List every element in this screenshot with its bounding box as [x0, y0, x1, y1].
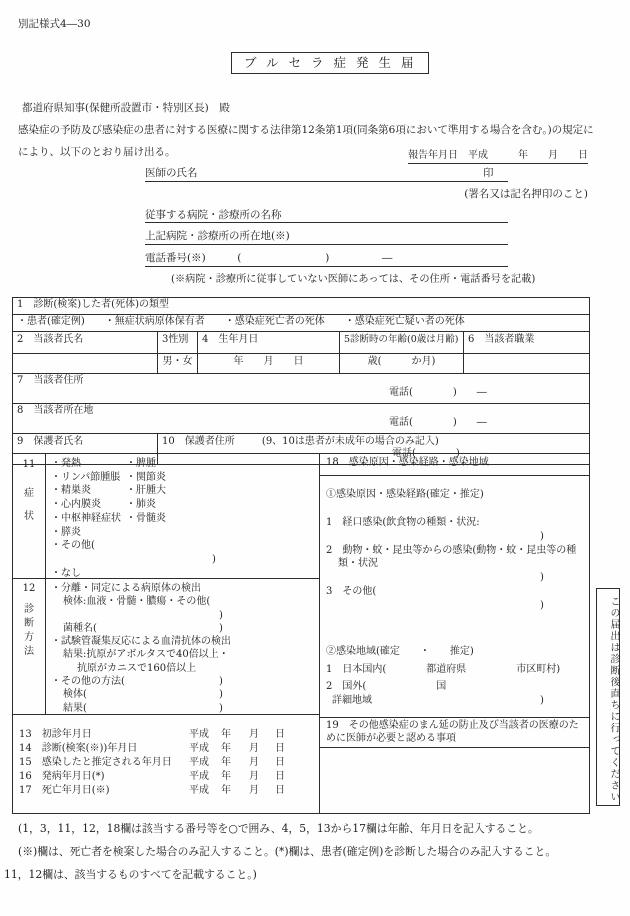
guardian-tel: 電話( ) ― [392, 448, 490, 459]
diagnosis-sample-label: 検体( [63, 689, 87, 701]
date-row [13, 784, 319, 798]
close-paren: ) [540, 572, 544, 583]
diagnosis-result-label: 結果( [63, 702, 87, 714]
clinical-table [12, 453, 590, 814]
symptom-item: ・肝腫大 [126, 485, 166, 497]
symptoms-list-left [51, 457, 315, 580]
col-birth: 4 生年月日 [197, 332, 339, 353]
date-label: 15 感染したと推定される年月日 [19, 757, 172, 768]
symptoms-number-cell [13, 454, 46, 578]
day-label: 日 [275, 729, 285, 740]
year-label: 年 [221, 785, 231, 796]
month-label: 月 [249, 743, 259, 754]
year-label: 年 [221, 771, 231, 782]
type-header: 1 診断(検案)した者(死体)の類型 [17, 299, 169, 310]
infection-item-animal-cont: 類・状況 [338, 558, 378, 569]
date-label: 17 死亡年月日(※) [19, 785, 110, 796]
infection-content [320, 476, 589, 718]
infection-area-subtitle: ②感染地域(確定 ・ 推定) [326, 646, 474, 657]
dates-section [13, 714, 319, 813]
val-occupation-blank [463, 353, 589, 373]
symptom-item: ・心内膜炎 [51, 499, 101, 511]
era-label: 平成 [189, 771, 209, 782]
close-paren: ) [540, 695, 544, 706]
patient-address-row [13, 373, 589, 403]
infection-cause-subtitle: ①感染原因・感染経路(確定・推定) [326, 489, 484, 500]
col-name: 2 当該者氏名 [17, 334, 84, 345]
val-sex: 男・女 [157, 353, 197, 373]
diagnosis-label-char: 法 [24, 646, 34, 657]
close-paren: ) [219, 702, 223, 714]
diagnosis-content [46, 579, 319, 714]
date-label: 14 診断(検案(※))年月日 [19, 743, 138, 754]
doctor-name-field [145, 167, 508, 182]
month-label: 月 [249, 771, 259, 782]
diagnosis-line [51, 609, 315, 622]
patient-location-row [13, 403, 589, 433]
symptoms-label-char: 症 [24, 488, 34, 499]
diagnosis-line [51, 702, 315, 715]
type-options: ・患者(確定例) ・無症状病原体保有者 ・感染症死亡者の死体 ・感染症死亡疑い者の死体 [13, 314, 589, 331]
diagnosis-line [51, 675, 315, 688]
symptom-item: ・脾腫 [126, 458, 156, 469]
symptom-item: ・なし [51, 567, 81, 579]
symptom-item: ・中枢神経症状 [51, 512, 121, 524]
close-paren: ) [219, 622, 223, 634]
symptom-item: ・骨髄炎 [126, 512, 166, 524]
date-rows [13, 715, 319, 798]
diagnosis-line: 結果:抗原がアボルタスで40倍以上・ [63, 649, 229, 661]
infection-area-abroad: 2 国外( 国 [326, 681, 447, 692]
diagnosis-section [13, 578, 319, 714]
footnote-line: 11，12欄は、該当するものすべてを記載すること。) [4, 868, 257, 881]
footnote-line: (1，3，11，12，18欄は該当する番号等を○で囲み、4，5，13から17欄は年齢、年月日を記入すること。 [18, 822, 539, 835]
symptom-item: ・膵炎 [51, 526, 81, 538]
val-age: 歳( か月) [339, 353, 463, 373]
diagnosis-line: ・分離・同定による病原体の検出 [51, 583, 201, 594]
month-label: 月 [249, 729, 259, 740]
close-paren: ) [540, 531, 544, 542]
month-label: 月 [249, 785, 259, 796]
diagnosis-species-label: 菌種名( [63, 622, 97, 634]
symptoms-number: 11 [22, 459, 36, 470]
symptom-item: ・発熱 [51, 458, 81, 469]
year-label: 年 [221, 743, 231, 754]
doctor-name-label: 医師の氏名 [145, 167, 198, 179]
guardian-address-line [162, 436, 585, 448]
clinical-left-column [13, 454, 320, 813]
patient-header-grid [13, 331, 589, 373]
infection-header: 18 感染原因・感染経路・感染地域 [320, 454, 589, 476]
diagnosis-other-label: ・その他の方法( [51, 676, 125, 688]
symptom-item: ・肺炎 [126, 499, 156, 511]
intro-line-1: 感染症の予防及び感染症の患者に対する医療に関する法律第12条第1項(同条第6項において準用する場合を含む。)の規定に [18, 124, 594, 136]
era-label: 平成 [189, 743, 209, 754]
close-paren: ) [219, 676, 223, 688]
close-paren: ) [540, 600, 544, 611]
diagnosis-line: 検体:血液・骨髄・膿瘍・その他( [63, 596, 211, 608]
guardian-name-label: 9 保護者氏名 [17, 436, 84, 447]
patient-location-label: 8 当該者所在地 [17, 405, 94, 416]
era-label: 平成 [189, 757, 209, 768]
col-occupation: 6 当該者職業 [463, 332, 589, 353]
diagnosis-number: 12 [22, 583, 36, 594]
hospital-name-field: 従事する病院・診療所の名称 [145, 209, 508, 223]
diagnosis-line: 抗原がカニスで160倍以上 [77, 662, 197, 674]
footnote-line: (※)欄は、死亡者を検案した場合のみ記入すること。(*)欄は、患者(確定例)を診断した場合のみ記入すること。 [18, 845, 557, 858]
symptom-item: ・関節炎 [126, 471, 166, 483]
hospital-address-field: 上記病院・診療所の所在地(※) [145, 230, 508, 245]
date-row [13, 742, 319, 756]
patient-location-tel: 電話( ) ― [389, 417, 487, 428]
infection-item-oral: 1 経口感染(飲食物の種類・状況: [326, 517, 480, 528]
month-label: 月 [249, 757, 259, 768]
year-label: 年 [221, 729, 231, 740]
symptoms-section [13, 454, 319, 578]
year-label: 年 [221, 757, 231, 768]
addressee: 都道府県知事(保健所設置市・特別区長) 殿 [22, 102, 230, 114]
col-sex: 3性別 [157, 332, 197, 353]
seal-label: 印 [483, 167, 494, 179]
patient-address-label: 7 当該者住所 [17, 375, 84, 386]
phone-number-field: 電話番号(※) ( ) ― [145, 252, 508, 267]
infection-column [320, 454, 589, 813]
symptoms-list-right [126, 457, 166, 526]
val-birth: 年 月 日 [197, 353, 339, 373]
symptom-item: ・その他( [51, 540, 95, 552]
close-paren: ) [219, 689, 223, 701]
day-label: 日 [275, 771, 285, 782]
era-label: 平成 [189, 785, 209, 796]
patient-info-table [12, 297, 590, 465]
infection-item-animal: 2 動物・蚊・昆虫等からの感染(動物・蚊・昆虫等の種 [326, 545, 577, 556]
diagnosis-line [51, 688, 315, 701]
infection-item-other: 3 その他( [326, 586, 377, 597]
diagnosis-line: ・試験管凝集反応による血清抗体の検出 [51, 636, 231, 648]
date-row [13, 770, 319, 784]
phone-note: (※病院・診療所に従事していない医師にあっては、その住所・電話番号を記載) [171, 274, 536, 285]
day-label: 日 [275, 785, 285, 796]
symptoms-label-char: 状 [24, 511, 34, 522]
day-label: 日 [275, 743, 285, 754]
report-date-field: 報告年月日 平成 年 月 日 [408, 150, 588, 164]
seal-note: (署名又は記名押印のこと) [464, 188, 588, 200]
footnotes [4, 817, 556, 886]
form-title: ブルセラ症発生届 [231, 52, 429, 74]
symptoms-content [46, 454, 319, 578]
diagnosis-line [51, 622, 315, 635]
diagnosis-label-char: 方 [24, 632, 34, 643]
symptom-item: ・精巣炎 [51, 485, 91, 497]
symptom-item: ・リンパ節腫脹 [51, 471, 121, 483]
infection-area-domestic: 1 日本国内( 都道府県 市区町村) [326, 664, 561, 675]
symptom-other-close-paren: ) [212, 553, 216, 565]
side-note-box: この届出は診断後直ちに行ってください [596, 588, 620, 806]
diagnosis-number-cell [13, 579, 46, 714]
patient-address-tel: 電話( ) ― [389, 387, 487, 398]
intro-line-2: により、以下のとおり届け出る。 [18, 146, 176, 158]
close-paren: ) [219, 609, 223, 621]
date-label: 13 初診年月日 [19, 729, 92, 740]
form-number: 別記様式4―30 [18, 18, 91, 30]
date-label: 16 発病年月日(*) [19, 771, 105, 782]
diagnosis-label-char: 断 [24, 618, 34, 629]
era-label: 平成 [189, 729, 209, 740]
guardian-address-label: 10 保護者住所 [162, 436, 235, 447]
date-row [13, 728, 319, 742]
day-label: 日 [275, 757, 285, 768]
other-matters-blank [320, 748, 589, 813]
diagnosis-label-char: 診 [24, 604, 34, 615]
infection-area-detail: 詳細地域 [332, 695, 372, 706]
other-matters-header: 19 その他感染症のまん延の防止及び当該者の医療のために医師が必要と認める事項 [320, 718, 589, 748]
val-name-blank [13, 353, 157, 373]
date-row [13, 756, 319, 770]
col-age: 5診断時の年齢(0歳は月齢) [339, 332, 463, 353]
guardian-note: (9、10は患者が未成年の場合のみ記入) [261, 436, 439, 447]
